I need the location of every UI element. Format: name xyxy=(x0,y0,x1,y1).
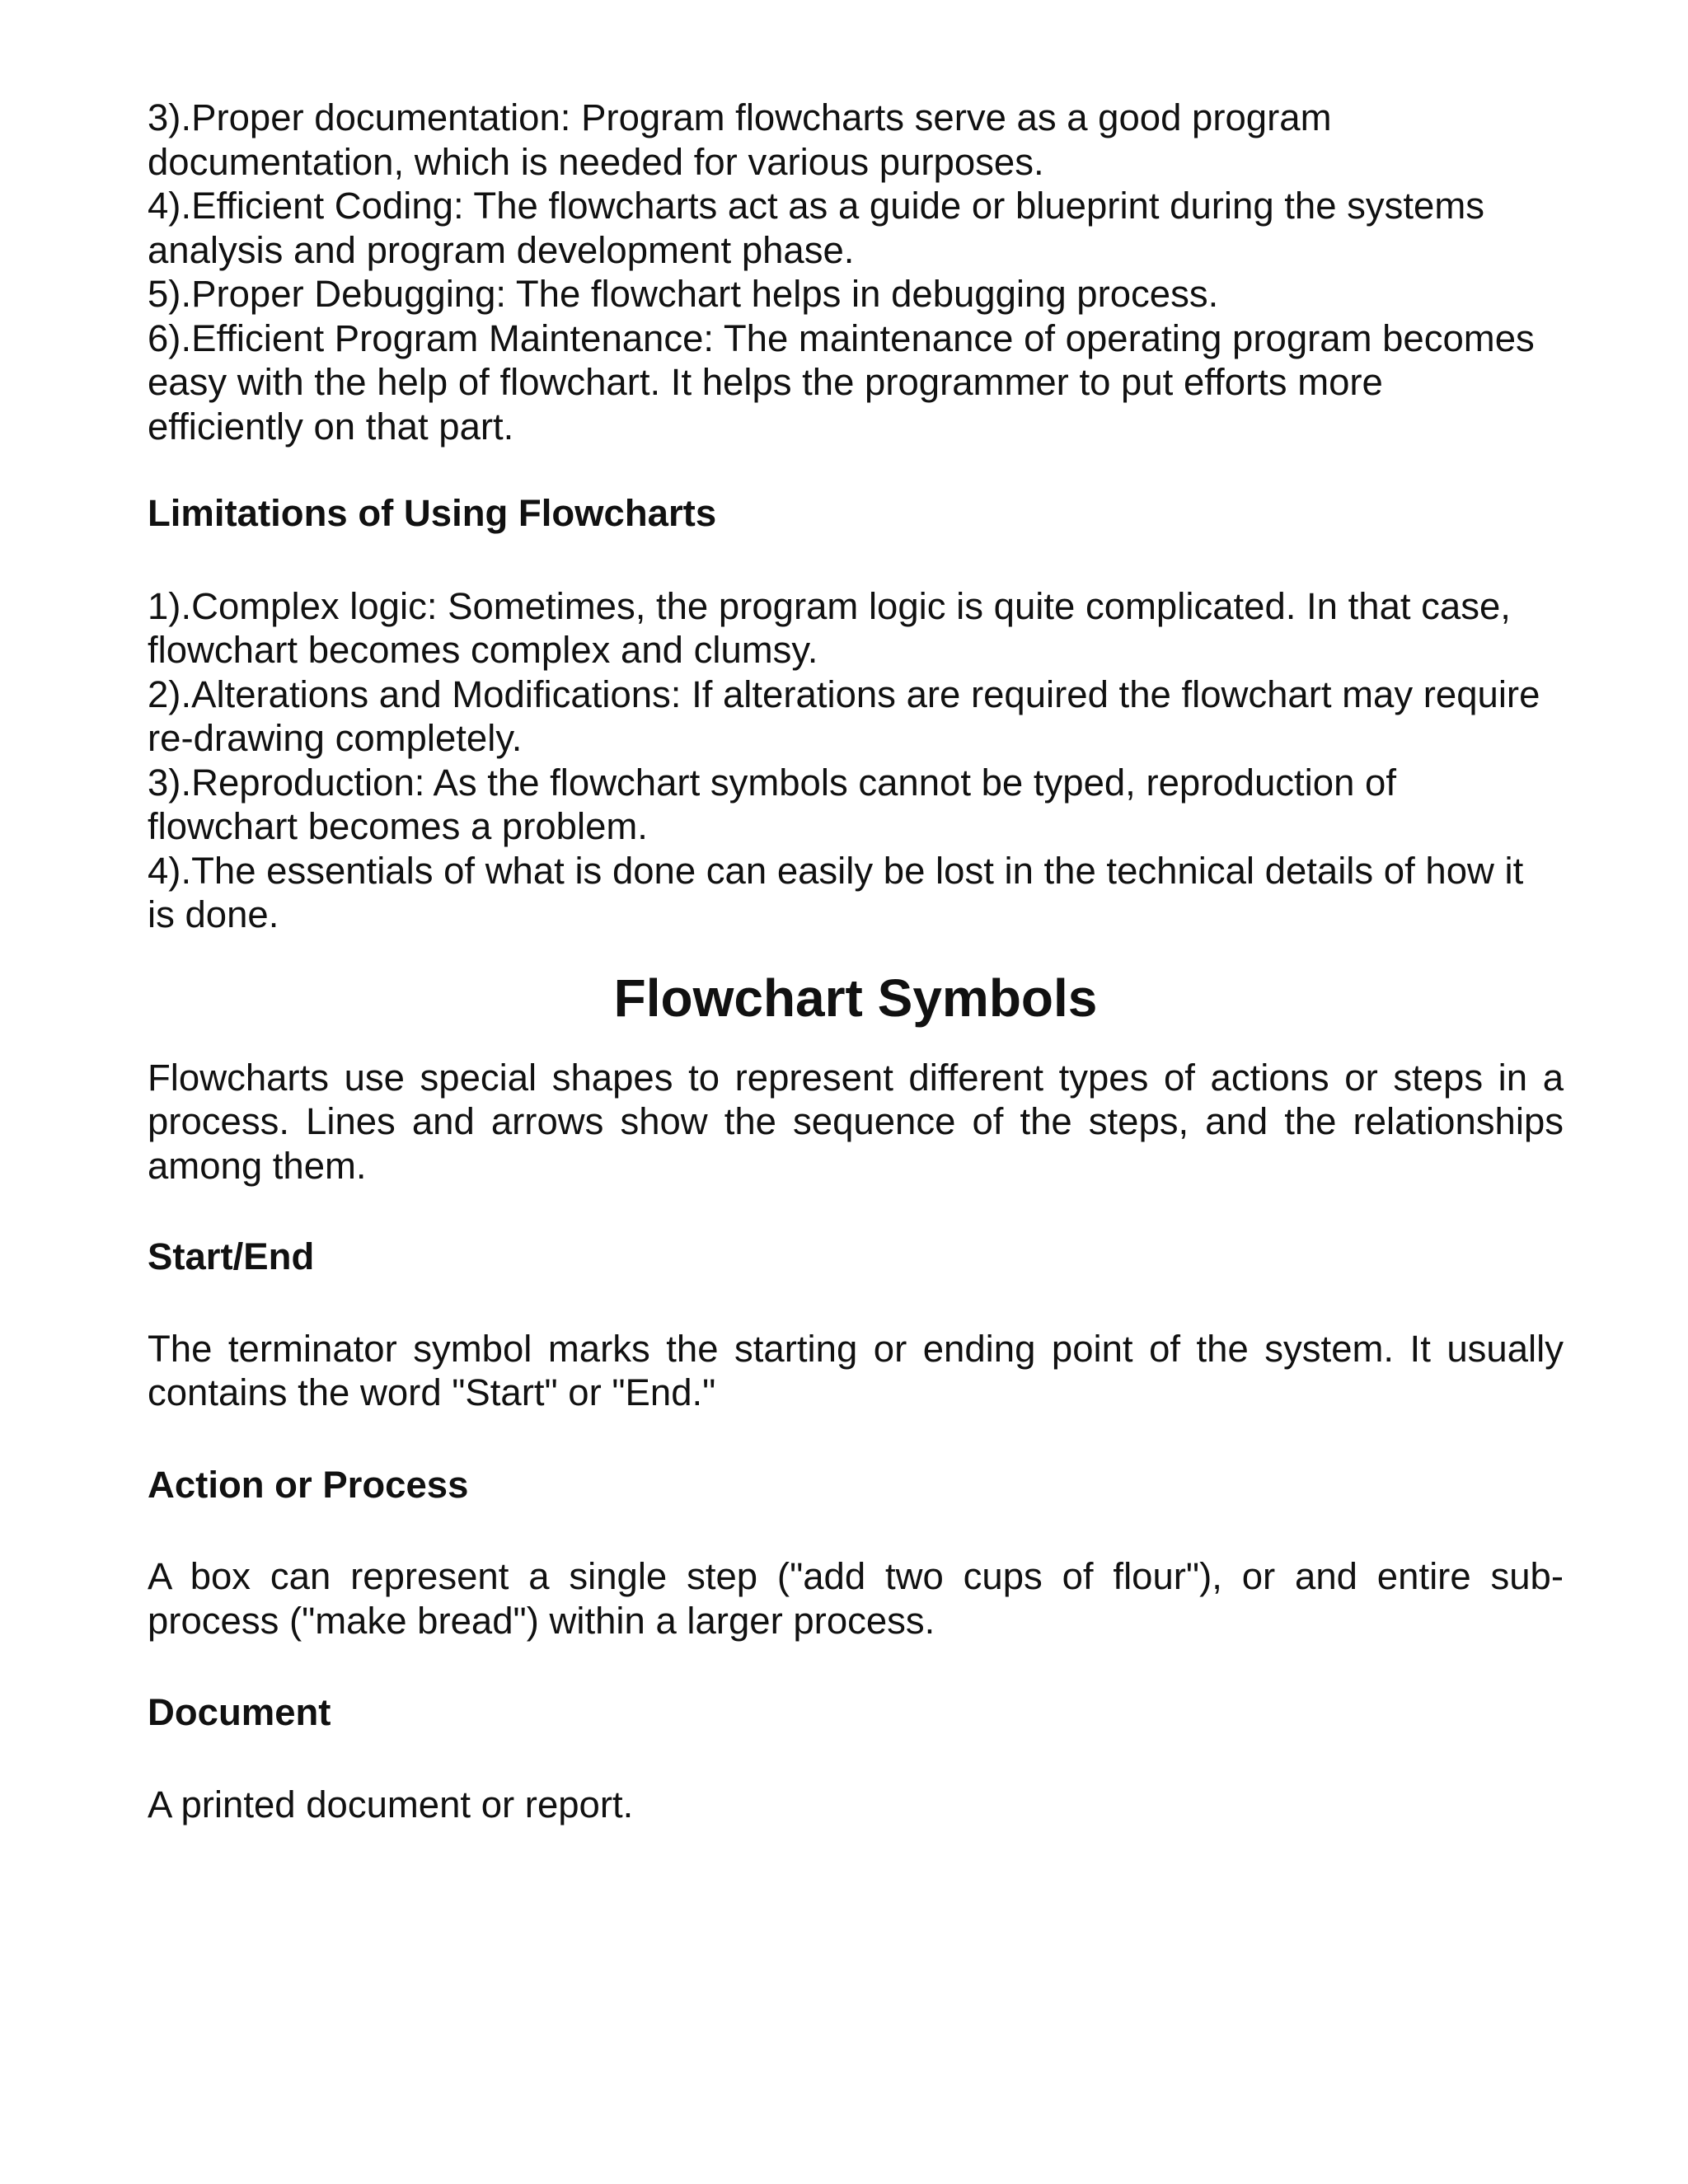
limitations-heading: Limitations of Using Flowcharts xyxy=(148,492,717,534)
text-line: among them. xyxy=(148,1144,367,1187)
advantage-item-6 xyxy=(148,316,1564,449)
text-line: 3).Reproduction: As the flowchart symbols cannot be typed, reproduction of xyxy=(148,761,1396,804)
text-line: is done. xyxy=(148,893,279,935)
text-line: documentation, which is needed for various purposes. xyxy=(148,140,1044,183)
text-line: 5).Proper Debugging: The flowchart helps in debugging process. xyxy=(148,273,1219,315)
symbol-text-document xyxy=(148,1783,1564,1827)
symbol-heading-document: Document xyxy=(148,1691,331,1733)
document-page xyxy=(148,96,1564,1826)
text-line: 4).The essentials of what is done can easily be lost in the technical details of how it xyxy=(148,849,1524,892)
text-line: A printed document or report. xyxy=(148,1783,634,1825)
text-line: A box can represent a single step ("add two cups of flour"), or and entire sub- xyxy=(148,1555,1564,1597)
advantages-list xyxy=(148,96,1564,448)
limitation-item-3 xyxy=(148,761,1564,849)
symbol-text-start-end xyxy=(148,1327,1564,1415)
symbols-intro xyxy=(148,1056,1564,1188)
advantage-item-5 xyxy=(148,272,1564,316)
text-line: 6).Efficient Program Maintenance: The maintenance of operating program becomes xyxy=(148,316,1535,359)
limitations-list xyxy=(148,584,1564,937)
text-line: re-drawing completely. xyxy=(148,717,523,759)
symbol-heading-action-process: Action or Process xyxy=(148,1463,469,1506)
text-line: process ("make bread") within a larger process. xyxy=(148,1599,935,1642)
limitation-item-1 xyxy=(148,584,1564,673)
text-line: 1).Complex logic: Sometimes, the program logic is quite complicated. In that case, xyxy=(148,584,1511,627)
text-line: 4).Efficient Coding: The flowcharts act as a guide or blueprint during the systems xyxy=(148,185,1485,227)
text-line: easy with the help of flowchart. It helps the programmer to put efforts more xyxy=(148,361,1383,403)
text-line: process. Lines and arrows show the sequence of the steps, and the relationships xyxy=(148,1100,1564,1142)
text-line: flowchart becomes a problem. xyxy=(148,805,648,847)
text-line: efficiently on that part. xyxy=(148,405,514,448)
text-line: Flowcharts use special shapes to represent different types of actions or steps in a xyxy=(148,1056,1564,1099)
limitation-item-4 xyxy=(148,849,1564,937)
text-line: flowchart becomes complex and clumsy. xyxy=(148,629,818,671)
symbol-text-action-process xyxy=(148,1554,1564,1643)
section-title: Flowchart Symbols xyxy=(613,968,1098,1028)
text-line: The terminator symbol marks the starting or ending point of the system. It usually xyxy=(148,1327,1564,1370)
limitation-item-2 xyxy=(148,673,1564,761)
text-line: contains the word "Start" or "End." xyxy=(148,1371,716,1413)
text-line: analysis and program development phase. xyxy=(148,228,855,271)
advantage-item-4 xyxy=(148,184,1564,272)
symbol-heading-start-end: Start/End xyxy=(148,1235,315,1277)
advantage-item-3 xyxy=(148,96,1564,184)
text-line: 2).Alterations and Modifications: If alterations are required the flowchart may require xyxy=(148,673,1540,715)
text-line: 3).Proper documentation: Program flowcharts serve as a good program xyxy=(148,96,1332,138)
